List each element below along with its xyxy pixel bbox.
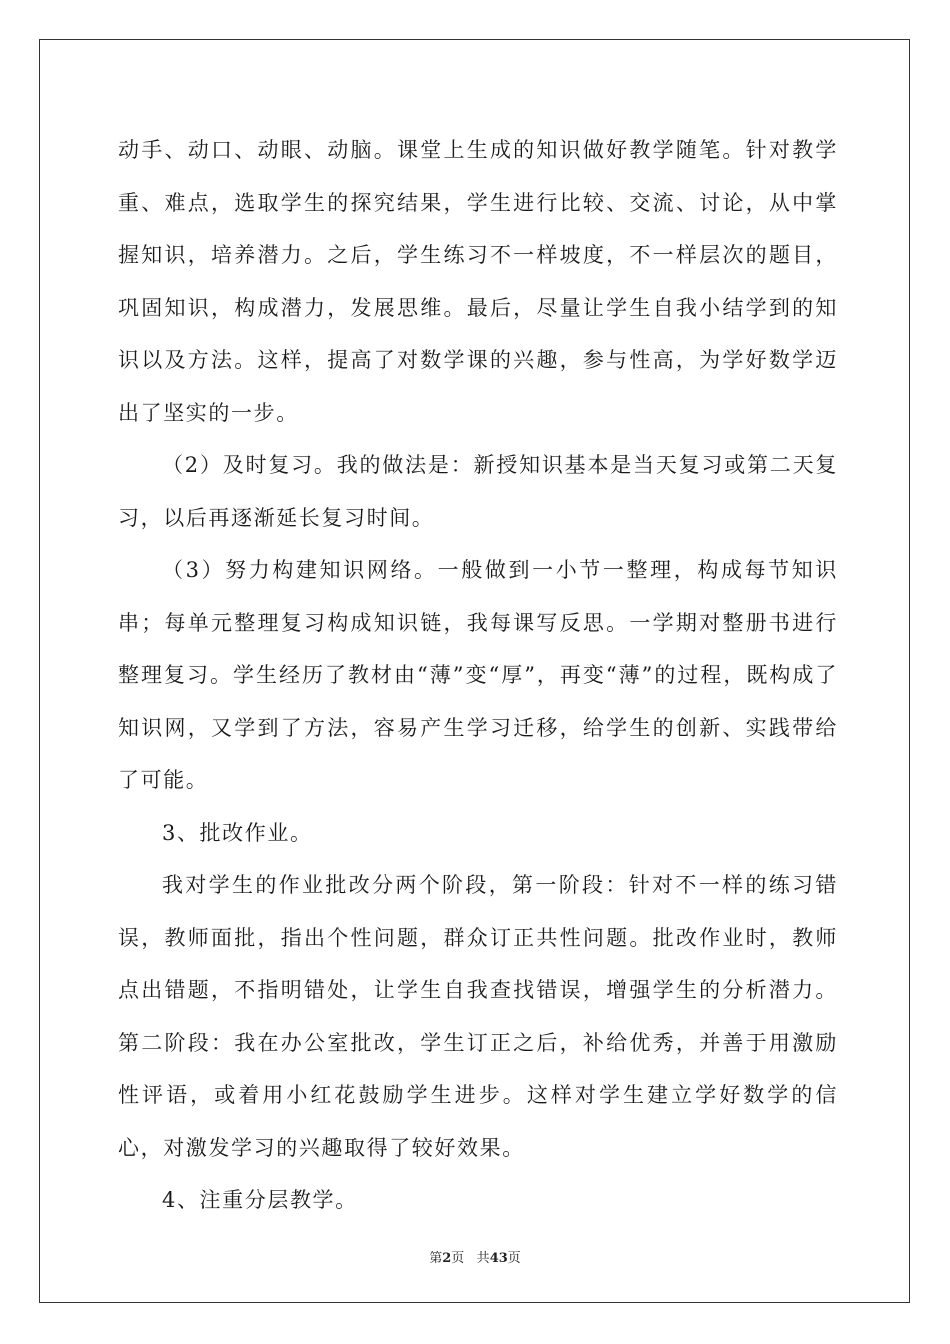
total-suffix: 页 [507, 1251, 521, 1266]
page-number: 2 [442, 1251, 452, 1266]
document-body [118, 124, 838, 1227]
page-suffix: 页 [451, 1251, 465, 1266]
total-prefix: 共 [476, 1251, 490, 1266]
section-heading-homework: 3、批改作业。 [162, 820, 313, 845]
paragraph-homework-correction: 我对学生的作业批改分两个阶段，第一阶段：针对不一样的练习错误，教师面批，指出个性问题，群众订正共性问题。批改作业时，教师点出错题，不指明错处，让学生自我查找错误，增强学生的分析潜力。第二阶段：我在办公室批改，学生订正之后，补给优秀，并善于用激励性评语，或着用小红花鼓励学生进步。这样对学生建立学好数学的信心，对激发学习的兴趣取得了较好效果。 [118, 873, 838, 1160]
page-prefix: 第 [429, 1251, 443, 1266]
paragraph-knowledge-network: （3）努力构建知识网络。一般做到一小节一整理，构成每节知识串；每单元整理复习构成知识链，我每课写反思。一学期对整册书进行整理复习。学生经历了教材由“薄”变“厚”，再变“薄”的过程，既构成了知识网，又学到了方法，容易产生学习迁移，给学生的创新、实践带给了可能。 [118, 558, 838, 792]
section-heading-layered-teaching: 4、注重分层教学。 [162, 1188, 358, 1212]
paragraph-continuation: 动手、动口、动眼、动脑。课堂上生成的知识做好教学随笔。针对教学重、难点，选取学生的探究结果，学生进行比较、交流、讨论，从中掌握知识，培养潜力。之后，学生练习不一样坡度，不一样层次的题目，巩固知识，构成潜力，发展思维。最后，尽量让学生自我小结学到的知识以及方法。这样，提高了对数学课的兴趣，参与性高，为学好数学迈出了坚实的一步。 [118, 138, 838, 425]
total-pages: 43 [489, 1251, 508, 1266]
paragraph-timely-review: （2）及时复习。我的做法是：新授知识基本是当天复习或第二天复习，以后再逐渐延长复习时间。 [118, 453, 838, 530]
page-footer [0, 1247, 950, 1266]
